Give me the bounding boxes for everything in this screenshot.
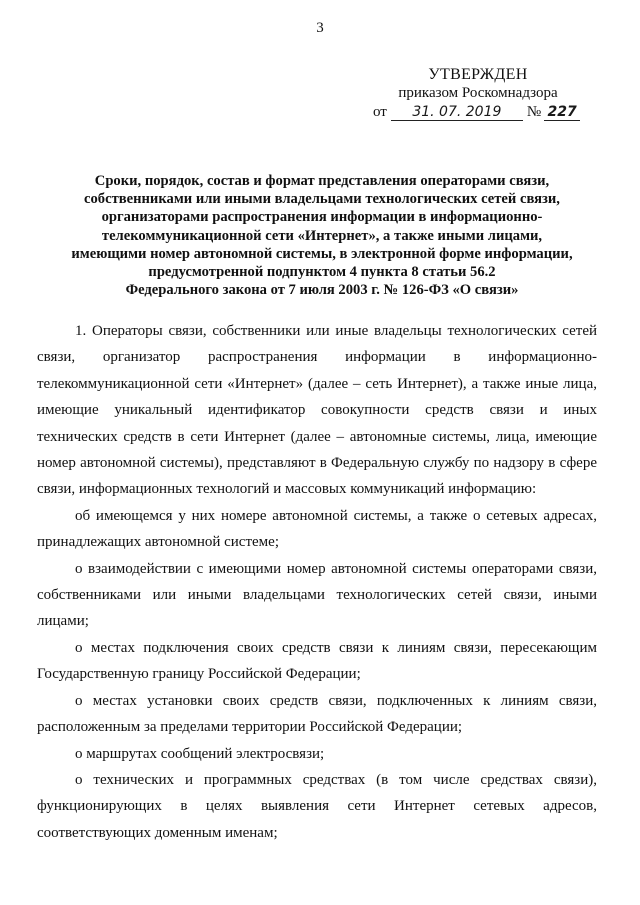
document-body [37, 318, 597, 846]
title-line: собственниками или иными владельцами технологических сетей связи, [84, 191, 560, 208]
page-number: 3 [316, 20, 324, 36]
date-prefix: от [373, 104, 387, 120]
title-line: Федерального закона от 7 июля 2003 г. № 126-ФЗ «О связи» [125, 282, 519, 299]
handwritten-order-number: 227 [544, 104, 580, 121]
paragraph-routes: о маршрутах сообщений электросвязи; [75, 745, 325, 762]
title-line: имеющими номер автономной системы, в электронной форме информации, [71, 245, 573, 262]
number-prefix: № [526, 104, 542, 120]
paragraph-foreign-installation: о местах установки своих средств связи, подключенных к линиям связи, расположенным за пределами территории Российской Федерации; [37, 692, 597, 736]
paragraph-border-connection: о местах подключения своих средств связи к линиям связи, пересекающим Государственную границу Российской Федерации; [37, 639, 597, 683]
title-line: телекоммуникационной сети «Интернет», а также иными лицами, [101, 227, 543, 244]
approved-heading: УТВЕРЖДЕН [428, 66, 528, 83]
handwritten-order-date: 31. 07. 2019 [391, 104, 523, 121]
paragraph-1: 1. Операторы связи, собственники или иные владельцы технологических сетей связи, организатор распространения информации в информационно-телекоммуникационной сети «Интернет» (далее – сеть Интернет), а также иные лица, имеющие уникальный идентификатор совокупности средств связи и иных технических средств в сети Интернет (далее – автономные системы, лица, имеющие номер автономной системы), представляют в Федеральную службу по надзору в сфере связи, информационных технологий и массовых коммуникаций информацию: [37, 323, 597, 498]
approval-stamp-block [373, 66, 583, 121]
paragraph-technical-means: о технических и программных средствах (в том числе средствах связи), функционирующих в целях выявления сети Интернет сетевых адресов, соответствующих доменным именам; [37, 771, 597, 841]
title-line: организаторами распространения информации в информационно- [101, 209, 543, 226]
paragraph-interaction: о взаимодействии с имеющими номер автономной системы операторами связи, собственниками или иными владельцами технологических сетей связи, иными лицами; [37, 560, 597, 630]
document-title [62, 172, 582, 299]
order-date-number-line [373, 103, 583, 121]
paragraph-autonomous-system-number: об имеющемся у них номере автономной системы, а также о сетевых адресах, принадлежащих автономной системе; [37, 507, 597, 551]
approved-by-order: приказом Роскомнадзора [398, 85, 558, 101]
title-line: предусмотренной подпунктом 4 пункта 8 статьи 56.2 [148, 264, 496, 281]
title-line: Сроки, порядок, состав и формат представления операторами связи, [94, 173, 550, 189]
